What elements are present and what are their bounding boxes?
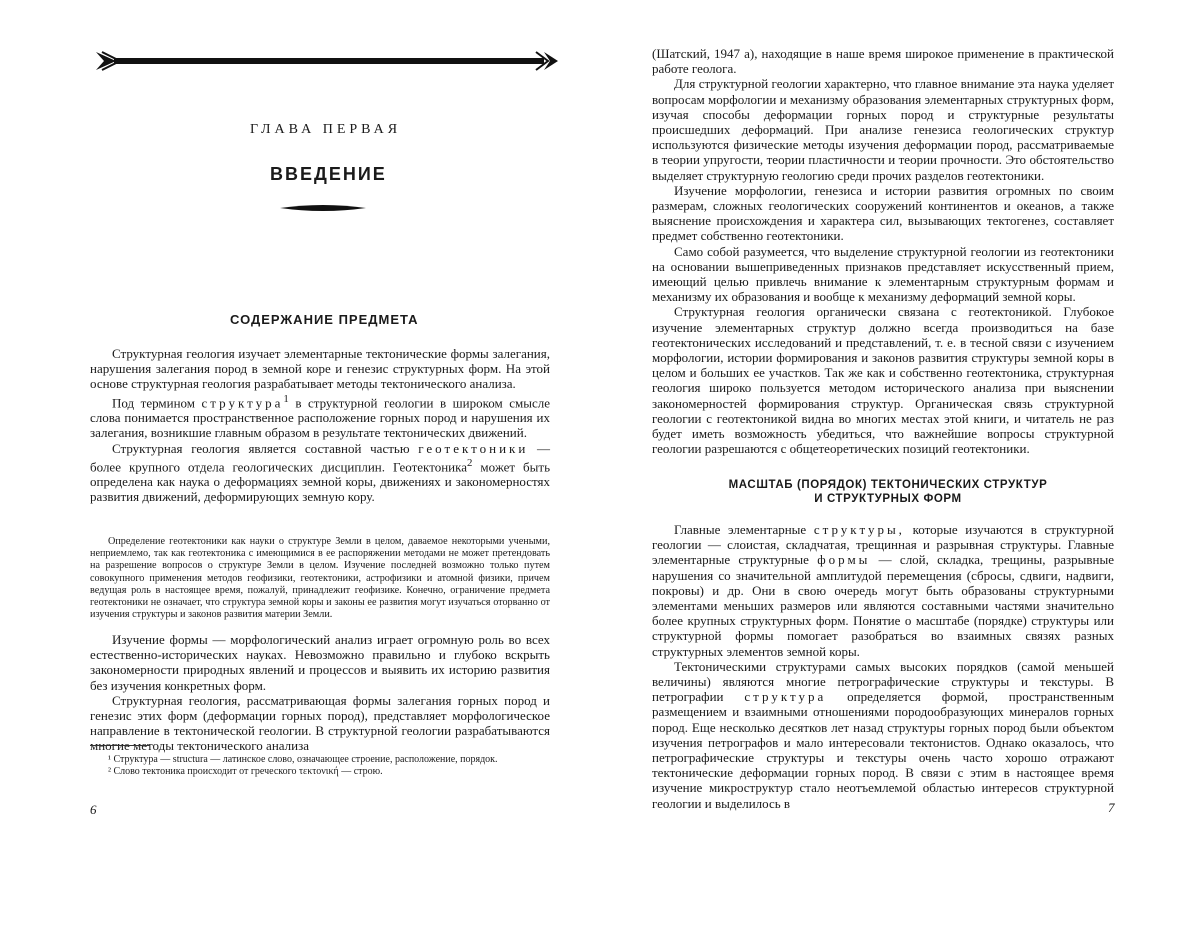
footnote: ² Слово тектоника происходит от греческого τεκτονική — строю.	[108, 766, 383, 777]
section-title: СОДЕРЖАНИЕ ПРЕДМЕТА	[230, 312, 419, 327]
footnote: ¹ Структура — structura — латинское слово, означающее строение, расположение, порядок.	[108, 754, 498, 765]
heading-line: И СТРУКТУРНЫХ ФОРМ	[814, 493, 962, 505]
page-number: 7	[1108, 800, 1115, 815]
paragraph: Для структурной геологии характерно, что главное внимание эта наука уделяет вопросам морфологии и механизму образования элементарных структурных форм, изучая способы деформации горных пород и структурные результаты происшедших деформаций. При анализе генезиса геологических структур используются физические методы изучения деформации пород, рассматриваемые в теории упругости, теории пластичности и теории прочности. Это обстоятельство выделяет структурную геологию среди прочих разделов геотектоники.	[652, 76, 1114, 183]
right-page	[600, 0, 1200, 928]
title-dash	[280, 204, 366, 212]
small-note	[90, 536, 550, 621]
chapter-title: ВВЕДЕНИЕ	[270, 164, 387, 184]
text-run: Структурная геология является составной частью	[112, 440, 410, 456]
text-run: Тектоническими структурами самых высоких порядков (самой меньшей величины) являются многие петрографические структуры и текстуры. В петрографии	[652, 658, 1114, 705]
paragraph: Определение геотектоники как науки о структуре Земли в целом, даваемое некоторыми учеными, неприемлемо, так как геотектоника с имеющимися в ее распоряжении методами не может претендовать на разрешение вопросов о структуре Земли в целом. Изучение последней возможно только путем совокупного применения методов геофизики, геотектоники, астрофизики и атомной физики, причем ведущая роль в настоящее время, пожалуй, принадлежит геофизике. Конечно, ограничение предмета геотектоники не означает, что структура земной коры и законы ее развития могут изучаться оторванно от изучения структуры и законов развития материи Земли.	[90, 536, 550, 621]
paragraph	[90, 392, 550, 441]
term: формы	[817, 552, 871, 568]
footnotes	[90, 754, 550, 778]
paragraph: Само собой разумеется, что выделение структурной геологии из геотектоники на основании вышеприведенных признаков представляет искусственный прием, имеющий целью привлечь внимание к элементарным структурным формам и механизму их образования и вообще к механизму деформаций земной коры.	[652, 243, 1114, 305]
heading-line: МАСШТАБ (ПОРЯДОК) ТЕКТОНИЧЕСКИХ СТРУКТУР	[728, 479, 1048, 491]
paragraph: Изучение морфологии, генезиса и истории развития огромных по своим размерам, сложных геологических сооружений континентов и океанов, а также выяснение происхождения и характера сил, вызывающих тектогенез, составляет предмет собственно геотектоники.	[652, 182, 1114, 244]
right-body-text	[652, 46, 1114, 456]
paragraph	[652, 659, 1114, 811]
paragraph: Структурная геология органически связана с геотектоникой. Глубокое изучение элементарных структур должно всегда производиться на базе геотектонических исследований и представлений, т. е. в тесной связи с изучением морфологии, истории формирования и законов развития структуры земной коры в целом и больших ее участков. Так же как и собственно геотектоника, структурная геология широко пользуется методом исторического анализа при выяснении закономерностей формирования структур. Органическая связь структурной геологии с геотектоникой видна во многих местах этой книги, и читатель не раз будет иметь возможность убедиться, что важнейшие вопросы структурной геологии разрешаются с общетеоретических позиций геотектоники.	[652, 304, 1114, 457]
text-run: Под термином	[112, 394, 196, 410]
term: структуры,	[813, 522, 905, 537]
term: структура	[744, 689, 827, 705]
paragraph	[90, 441, 550, 505]
footnote-ref: 1	[283, 392, 289, 405]
paragraph: Структурная геология изучает элементарные тектонические формы залегания, нарушения залегания пород в земной коре и генезис структурных форм. На этой основе структурная геология разрабатывает методы тектонического анализа.	[90, 346, 550, 392]
section-heading	[708, 478, 1068, 506]
term: структура	[201, 394, 284, 410]
chapter-ornament	[96, 48, 558, 74]
chapter-label: ГЛАВА ПЕРВАЯ	[250, 122, 402, 137]
text-run: определяется формой, пространственным размещением и взаимными отношениями породообразующих минералов горных пород. Еще несколько десятков лет назад структуры горных пород были объектом изучения петрографов и мало интересовали тектонистов. Однако оказалось, что петрографические структуры и текстуры очень часто хорошо отражают тектонические деформации горных пород. В связи с этим в настоящее время изучение микроструктур стало неотъемлемой областью интересов структурной геологии и выделилось в	[652, 689, 1115, 811]
term: геотектоники	[418, 440, 529, 456]
footnote-ref: 2	[467, 456, 473, 469]
left-body-text	[90, 346, 550, 505]
right-body-text-2	[652, 522, 1114, 811]
text-run: Главные элементарные	[674, 522, 807, 537]
text-run: в структурной геологии в широком смысле слова понимается пространственное расположение горных пород и нарушения их залегания, возникшие главным образом в результате тектонических движений.	[90, 394, 551, 441]
page-number: 6	[90, 802, 97, 817]
text-run: которые изучаются в структурной геологии — слоистая, складчатая, трещинная и разрывная структуры. Главные элементарные структурные	[652, 522, 1115, 568]
text-run: — слой, складка, трещины, разрывные нарушения со значительной амплитудой перемещения (сбросы, сдвиги, надвиги, покровы) и др. Они в свою очередь могут быть образованы структурными элементами меньших размеров или являются составными частями значительно более крупных структурных форм. Понятие о масштабе (порядке) структуры или структурной формы помогает разобраться во взаимных связях разных структурных элементов земной коры.	[652, 552, 1115, 659]
text-run: может быть определена как наука о деформациях земной коры, движениях и закономерностях развития движений, деформирующих земную кору.	[90, 459, 551, 505]
paragraph: Изучение формы — морфологический анализ играет огромную роль во всех естественно-исторических науках. Невозможно правильно и глубоко вскрыть закономерности природных явлений и процессов и выявить их историю развития без изучения конкретных форм.	[90, 632, 550, 693]
paragraph: Структурная геология, рассматривающая формы залегания горных пород и генезис этих форм (деформации горных пород), представляет морфологическое направление в тектонической геологии. В структурной геологии разрабатываются многие методы тектонического анализа	[90, 692, 550, 754]
paragraph: (Шатский, 1947 а), находящие в наше время широкое применение в практической работе геолога.	[652, 46, 1114, 77]
text-run: — более крупного отдела геологических дисциплин. Геотектоника	[90, 440, 551, 475]
paragraph	[652, 522, 1114, 659]
left-body-text-2	[90, 632, 550, 754]
footnote-rule	[90, 745, 150, 746]
